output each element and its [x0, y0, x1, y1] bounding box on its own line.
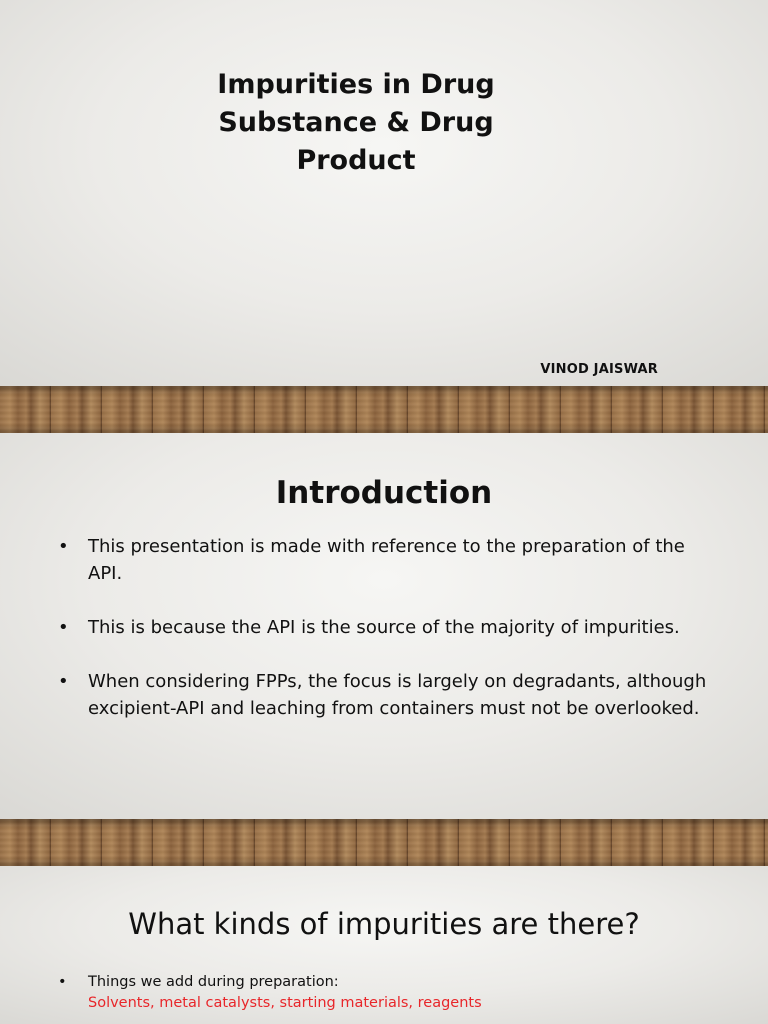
bullet-item	[58, 533, 708, 587]
bullet-item	[58, 614, 708, 641]
slide-heading: Introduction	[275, 475, 493, 511]
presentation-title: Impurities in Drug Substance & Drug Product	[217, 69, 495, 176]
bullet-text: This is because the API is the source of the majority of impurities.	[88, 617, 680, 638]
slide-title	[0, 0, 768, 386]
bullet-text: When considering FPPs, the focus is largely on degradants, although excipient-API and leaching from containers must not be overlooked.	[88, 671, 707, 719]
highlighted-examples: Solvents, metal catalysts, starting materials, reagents	[88, 995, 482, 1011]
bullet-icon: •	[58, 974, 67, 990]
bullet-text: Things we add during preparation:	[88, 974, 339, 990]
slide-heading: What kinds of impurities are there?	[128, 907, 640, 941]
slide-impurity-kinds	[0, 866, 768, 1024]
bullet-item	[58, 972, 708, 1014]
bullet-icon: •	[58, 536, 69, 557]
bullet-text: This presentation is made with reference to the preparation of the API.	[88, 536, 685, 584]
bullet-list	[58, 533, 708, 749]
wood-floor-divider	[0, 386, 768, 433]
author-name: VINOD JAISWAR	[540, 362, 658, 377]
bullet-icon: •	[58, 617, 69, 638]
bullet-icon: •	[58, 671, 69, 692]
slide-introduction	[0, 433, 768, 819]
bullet-list	[58, 972, 708, 1014]
bullet-item	[58, 668, 708, 722]
wood-floor-divider	[0, 819, 768, 866]
